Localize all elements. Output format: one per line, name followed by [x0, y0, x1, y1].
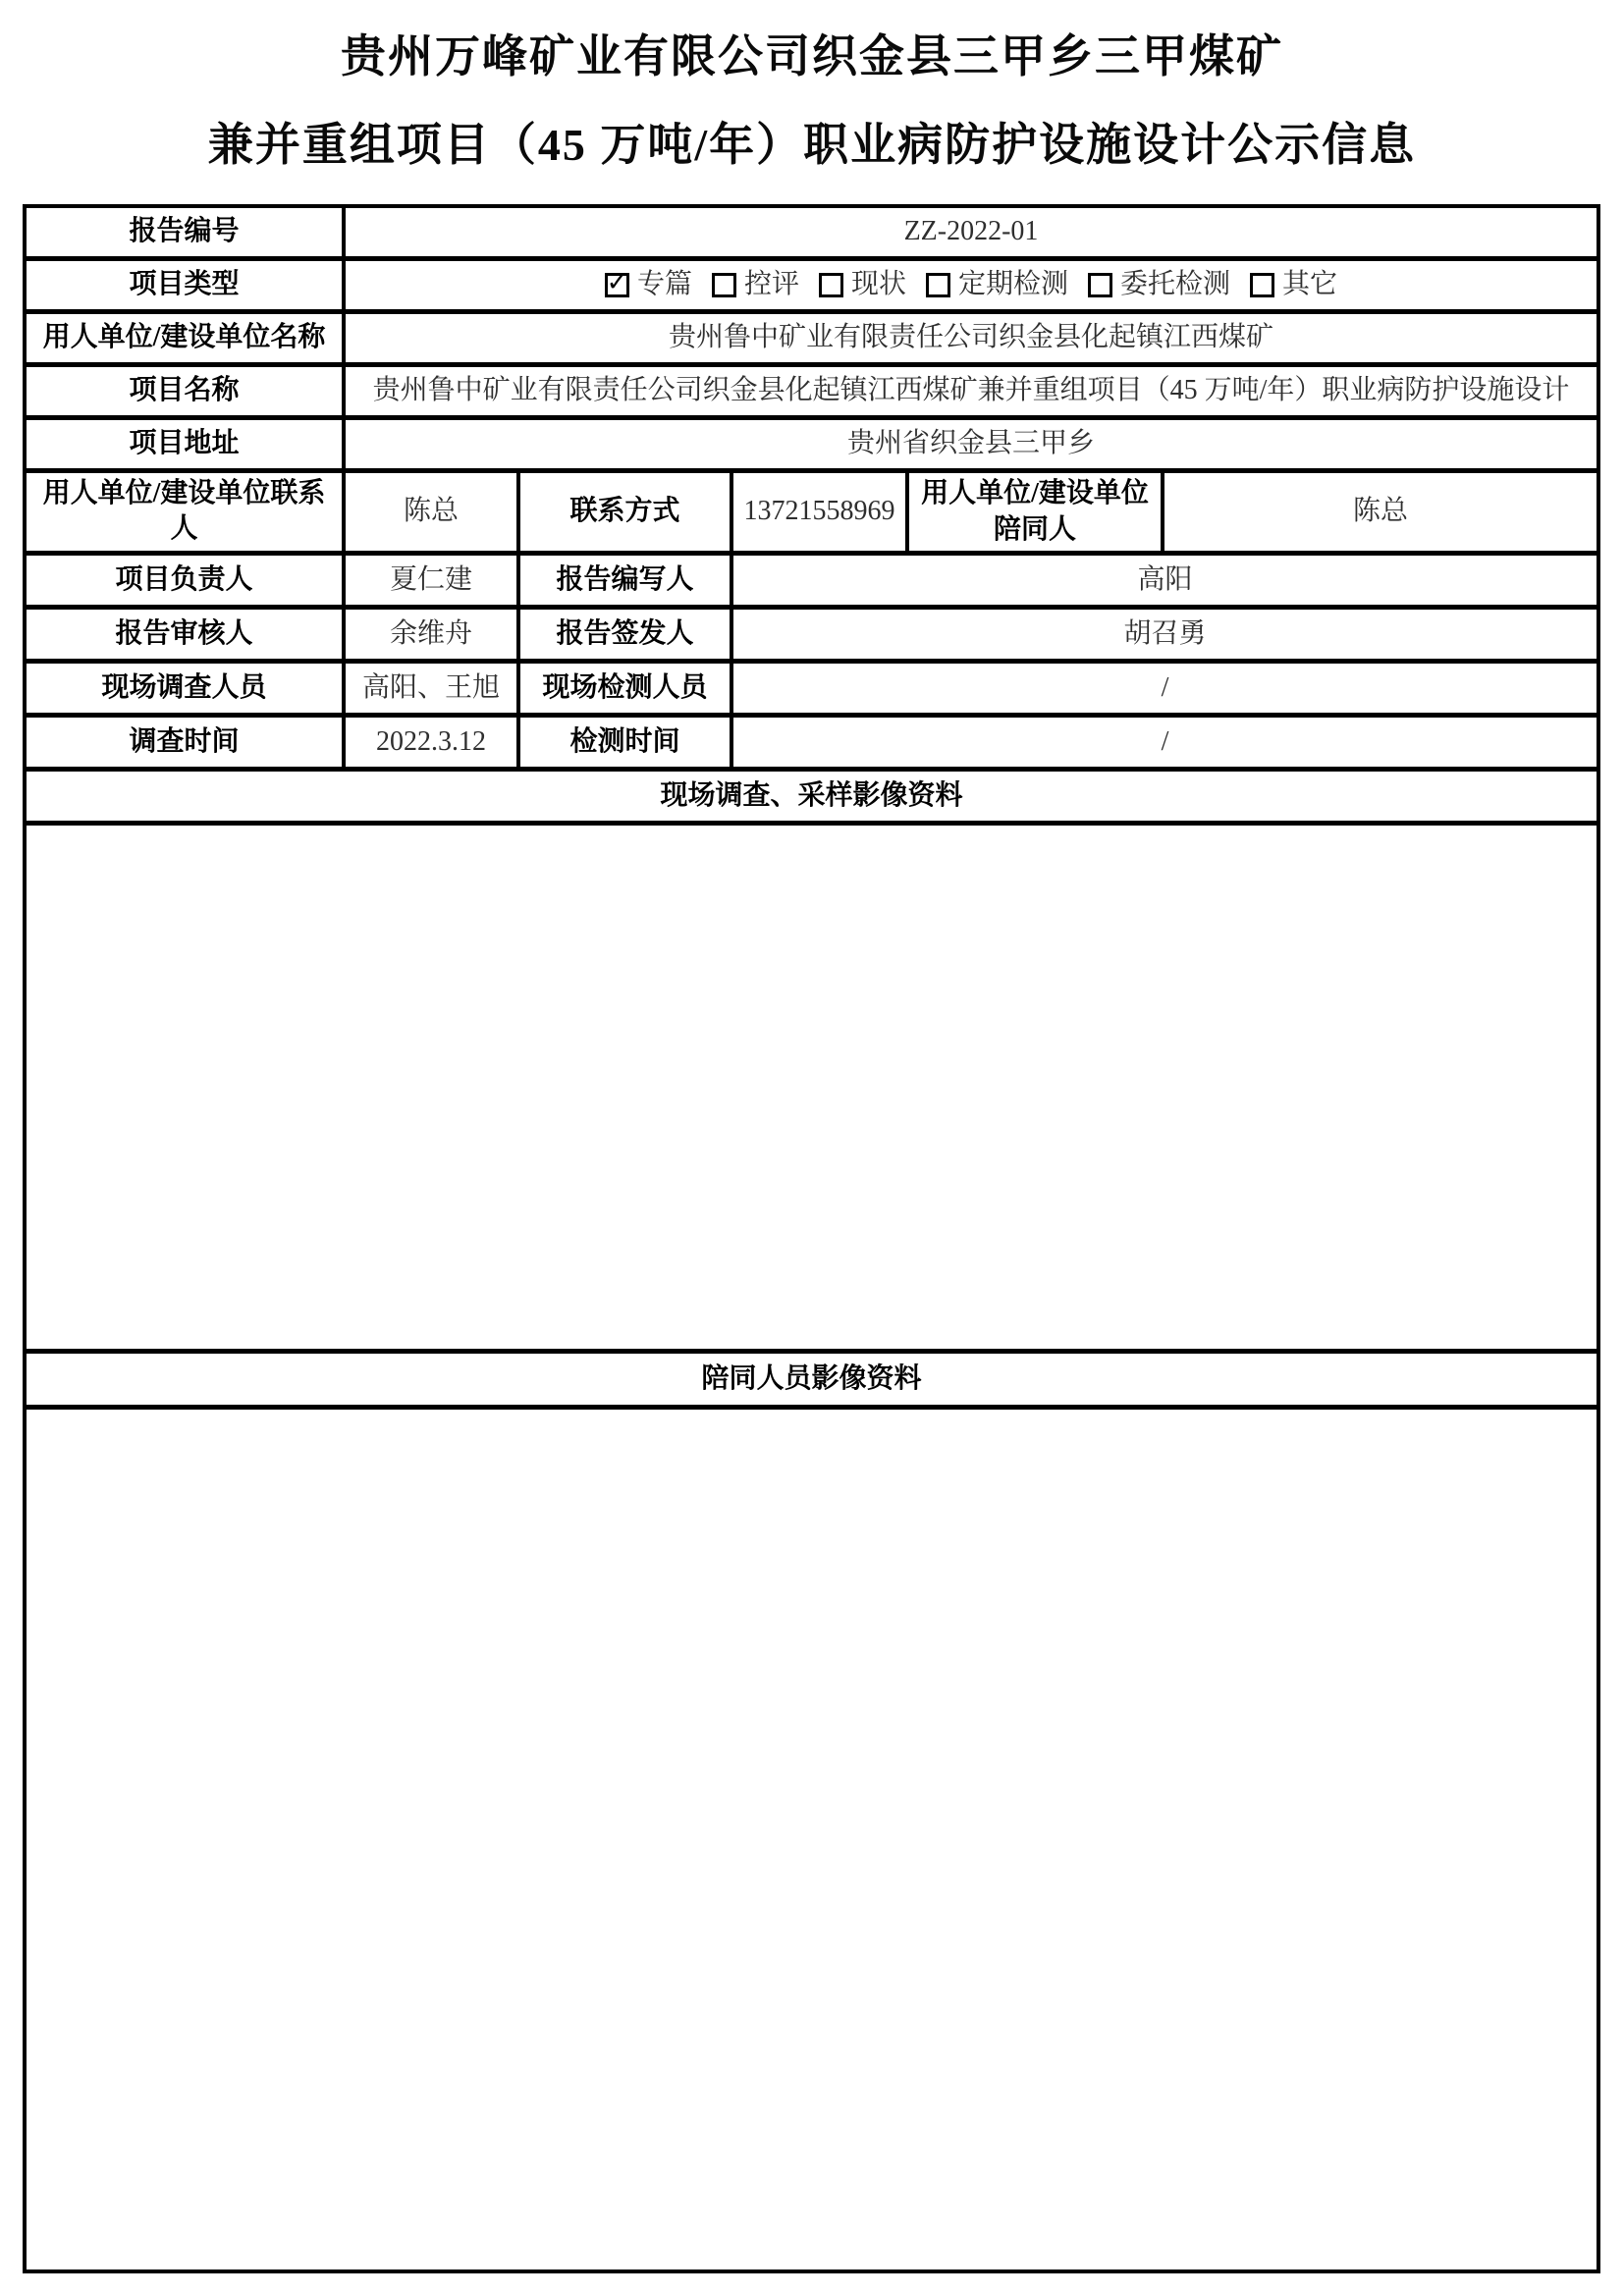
table-row-escort-media-header	[27, 1354, 1597, 1410]
document-title-line2: 兼并重组项目（45 万吨/年）职业病防护设施设计公示信息	[207, 119, 1417, 170]
report-issuer-value: 胡召勇	[1123, 617, 1207, 649]
survey-date-value: 2022.3.12	[346, 718, 520, 767]
table-row-escort-media-area	[27, 1410, 1597, 2269]
survey-date-label: 调查时间	[27, 718, 346, 767]
table-row-project-name	[27, 367, 1597, 420]
escort-label-line2: 陪同人	[993, 514, 1076, 546]
employer-value: 贵州鲁中矿业有限责任公司织金县化起镇江西煤矿	[668, 321, 1273, 352]
escort-media-section-title: 陪同人员影像资料	[701, 1362, 922, 1394]
project-type-option	[712, 267, 799, 302]
checkbox-checked-icon	[605, 268, 629, 298]
checkbox-icon	[819, 273, 843, 297]
escort-label	[909, 473, 1164, 552]
report-writer-label: 报告编写人	[520, 556, 733, 605]
project-type-label: 项目类型	[27, 261, 346, 309]
escort-media-photo-area	[27, 1410, 1597, 2269]
project-leader-label: 项目负责人	[27, 556, 346, 605]
report-reviewer-value: 余维舟	[346, 610, 520, 659]
option-label: 控评	[743, 268, 799, 299]
report-writer-value: 高阳	[1137, 563, 1193, 595]
survey-media-photo-area	[27, 826, 1597, 1349]
table-row-dates	[27, 718, 1597, 772]
table-row-employer	[27, 314, 1597, 367]
survey-staff-label: 现场调查人员	[27, 664, 346, 713]
checkbox-icon	[1250, 273, 1274, 297]
report-reviewer-label: 报告审核人	[27, 610, 346, 659]
table-row-reviewer-issuer	[27, 610, 1597, 664]
check-mark: ✓	[606, 268, 628, 298]
test-date-value: /	[1161, 725, 1169, 757]
table-row-survey-media-header	[27, 772, 1597, 826]
option-label: 专篇	[636, 268, 692, 299]
option-label: 其它	[1282, 268, 1338, 299]
test-staff-value: /	[1161, 671, 1169, 703]
option-label: 现状	[850, 268, 906, 299]
escort-value: 陈总	[1352, 496, 1408, 527]
survey-media-section-title: 现场调查、采样影像资料	[660, 779, 963, 811]
table-row-project-type	[27, 261, 1597, 314]
checkbox-icon	[926, 273, 950, 297]
contact-value: 陈总	[346, 473, 520, 552]
option-label: 定期检测	[958, 268, 1069, 299]
phone-label: 联系方式	[520, 473, 733, 552]
option-label: 委托检测	[1120, 268, 1231, 299]
employer-label: 用人单位/建设单位名称	[27, 314, 346, 362]
project-name-value: 贵州鲁中矿业有限责任公司织金县化起镇江西煤矿兼并重组项目（45 万吨/年）职业病防护设施设计	[372, 374, 1570, 405]
address-value: 贵州省织金县三甲乡	[846, 427, 1095, 458]
form-table	[23, 204, 1600, 2274]
test-date-label: 检测时间	[520, 718, 733, 767]
project-type-option	[605, 267, 692, 302]
escort-label-line1: 用人单位/建设单位	[921, 477, 1149, 508]
report-no-value: ZZ-2022-01	[903, 215, 1039, 246]
report-no-label: 报告编号	[27, 208, 346, 256]
table-row-report-no	[27, 208, 1597, 261]
document-title-line1: 贵州万峰矿业有限公司织金县三甲乡三甲煤矿	[341, 31, 1283, 81]
phone-value: 13721558969	[733, 473, 909, 552]
survey-staff-value: 高阳、王旭	[346, 664, 520, 713]
address-label: 项目地址	[27, 420, 346, 468]
project-leader-value: 夏仁建	[346, 556, 520, 605]
checkbox-icon	[1088, 273, 1112, 297]
checkbox-icon	[712, 273, 736, 297]
test-staff-label: 现场检测人员	[520, 664, 733, 713]
project-type-option	[926, 267, 1068, 302]
project-type-option	[1088, 267, 1230, 302]
project-type-options	[346, 261, 1597, 309]
contact-label: 用人单位/建设单位联系人	[27, 473, 346, 552]
table-row-address	[27, 420, 1597, 473]
report-issuer-label: 报告签发人	[520, 610, 733, 659]
table-row-contact	[27, 473, 1597, 557]
project-name-label: 项目名称	[27, 367, 346, 415]
project-type-option	[1250, 267, 1337, 302]
project-type-option	[819, 267, 906, 302]
table-row-staff	[27, 664, 1597, 718]
table-row-survey-media-area	[27, 826, 1597, 1354]
table-row-leader-writer	[27, 556, 1597, 610]
